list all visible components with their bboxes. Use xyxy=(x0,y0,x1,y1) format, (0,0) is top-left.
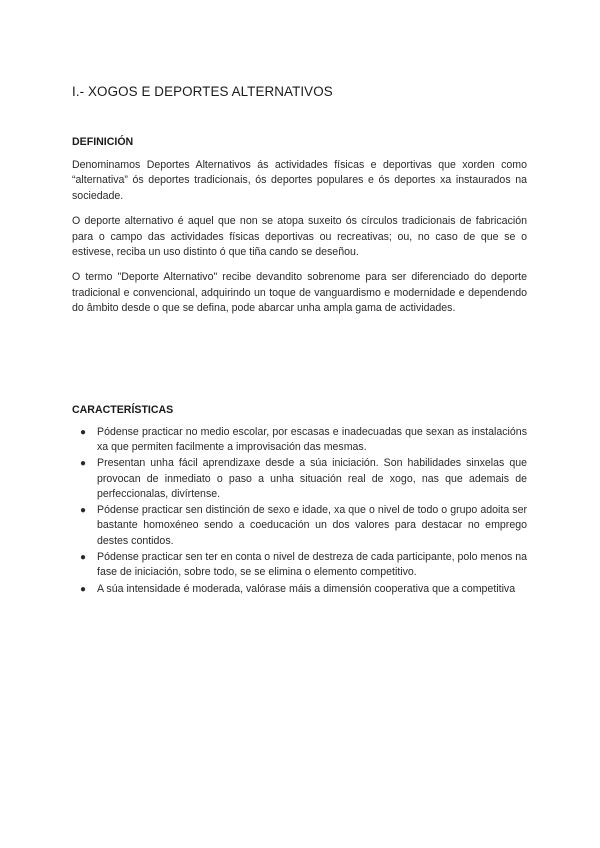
definition-paragraph-1: Denominamos Deportes Alternativos ás actividades físicas e deportivas que xorden como “alternativa” ós deportes tradicionais, ós deportes populares e ós deportes xa instaurados na sociedade. xyxy=(72,159,527,202)
list-item-text: Presentan unha fácil aprendizaxe desde a súa iniciación. Son habilidades sinxelas que provocan de inmediato o paso a unha situación real de xogo, nas que ademais de perfeccionalas, divírtense. xyxy=(97,457,527,500)
bullet-icon: ● xyxy=(80,583,87,595)
list-item-text: Pódense practicar sen distinción de sexo e idade, xa que o nivel de todo o grupo adoita ser bastante homoxéneo sendo a coeducación un dos valores para destacar no emprego destes contidos. xyxy=(97,504,527,547)
document-title: I.- XOGOS E DEPORTES ALTERNATIVOS xyxy=(72,84,333,99)
characteristics-list xyxy=(72,425,527,597)
definition-paragraph-2: O deporte alternativo é aquel que non se atopa suxeito ós círculos tradicionais de fabricación para o campo das actividades físicas deportivas ou recreativas; ou, no caso de que se o estivese, reciba un uso distinto ó que tiña cando se deseñou. xyxy=(72,215,527,259)
list-item-text: Pódense practicar no medio escolar, por escasas e inadecuadas que sexan as instalacións xa que permiten facilmente a improvisación das mesmas. xyxy=(97,425,527,453)
list-item-text: Pódense practicar sen ter en conta o nivel de destreza de cada participante, polo menos na fase de iniciación, sobre todo, se se elimina o elemento competitivo. xyxy=(97,551,527,579)
bullet-icon: ● xyxy=(80,426,87,438)
bullet-icon: ● xyxy=(80,458,87,470)
list-item xyxy=(72,550,527,581)
list-item xyxy=(72,425,527,456)
characteristics-heading: CARACTERÍSTICAS xyxy=(72,403,174,416)
bullet-icon: ● xyxy=(80,552,87,564)
list-item xyxy=(72,582,527,597)
definition-paragraph-3: O termo "Deporte Alternativo" recibe devandito sobrenome para ser diferenciado do deporte tradicional e convencional, adquirindo un toque de vanguardismo e modernidade e dependendo do âmbito desde o que se defina, pode abarcar unha ampla gama de actividades. xyxy=(72,271,527,315)
list-item xyxy=(72,456,527,502)
list-item xyxy=(72,503,527,549)
list-item-text: A súa intensidade é moderada, valórase máis a dimensión cooperativa que a competitiva xyxy=(97,582,516,595)
bullet-icon: ● xyxy=(80,505,87,517)
document-body xyxy=(72,83,527,598)
definition-heading: DEFINICIÓN xyxy=(72,136,134,148)
